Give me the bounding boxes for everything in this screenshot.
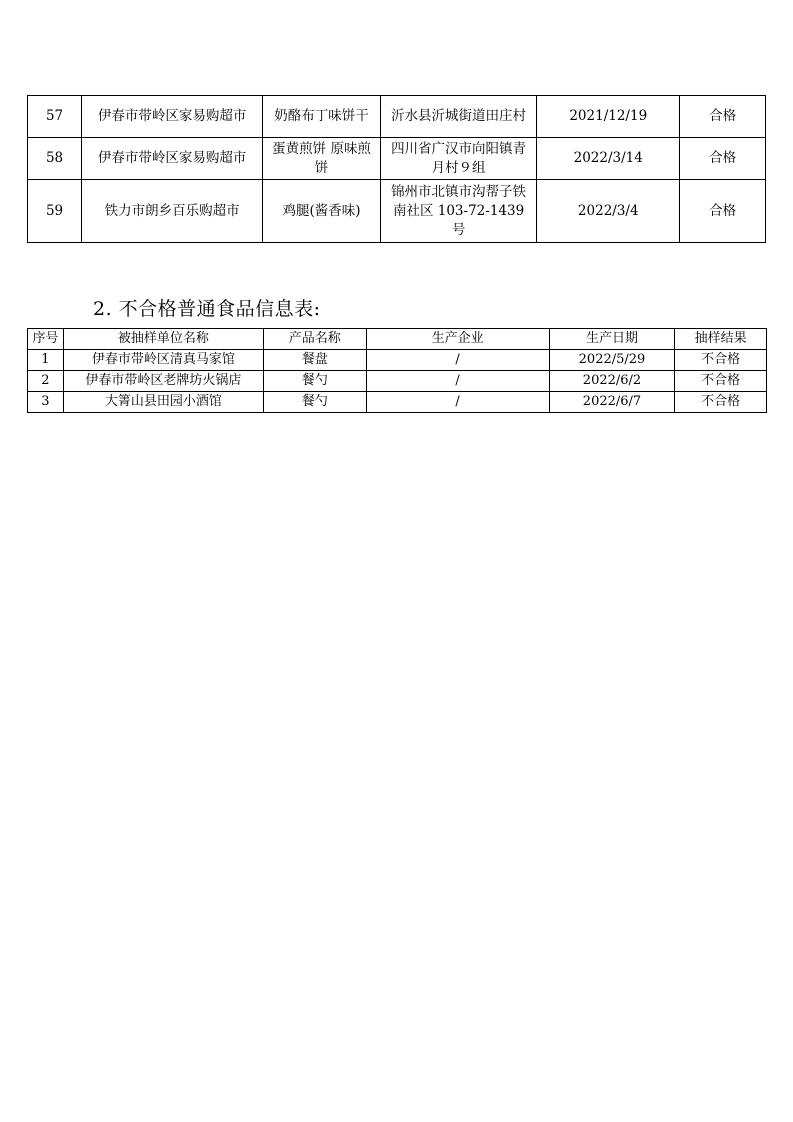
sampling-result: 不合格: [675, 392, 767, 413]
table-row: [28, 138, 766, 180]
table-row: [28, 371, 767, 392]
production-date: 2022/6/7: [549, 392, 675, 413]
manufacturer: /: [366, 392, 549, 413]
table-header-row: [28, 329, 767, 350]
qualified-food-table-continued: [27, 95, 766, 243]
section-heading: 2. 不合格普通食品信息表:: [93, 298, 321, 320]
table-row: [28, 96, 766, 138]
sampling-result: 不合格: [675, 350, 767, 371]
manufacturer: /: [366, 350, 549, 371]
production-date: 2022/3/4: [537, 180, 680, 243]
sampling-result: 合格: [680, 138, 766, 180]
column-header: 被抽样单位名称: [63, 329, 263, 350]
product-name: 奶酪布丁味饼干: [263, 96, 381, 138]
sampled-unit: 伊春市带岭区老牌坊火锅店: [63, 371, 263, 392]
production-date: 2022/6/2: [549, 371, 675, 392]
table-row: [28, 180, 766, 243]
row-number: 57: [28, 96, 82, 138]
sampling-result: 合格: [680, 180, 766, 243]
column-header: 生产日期: [549, 329, 675, 350]
table-row: [28, 392, 767, 413]
row-number: 1: [28, 350, 64, 371]
column-header: 生产企业: [366, 329, 549, 350]
sampled-unit: 大箐山县田园小酒馆: [63, 392, 263, 413]
unqualified-food-table: [27, 328, 767, 413]
manufacturer: /: [366, 371, 549, 392]
manufacturer: 沂水县沂城街道田庄村: [380, 96, 536, 138]
product-name: 餐勺: [263, 392, 366, 413]
sampling-result: 合格: [680, 96, 766, 138]
production-date: 2022/3/14: [537, 138, 680, 180]
product-name: 蛋黄煎饼 原味煎饼: [263, 138, 381, 180]
row-number: 2: [28, 371, 64, 392]
row-number: 58: [28, 138, 82, 180]
sampling-result: 不合格: [675, 371, 767, 392]
production-date: 2021/12/19: [537, 96, 680, 138]
table-row: [28, 350, 767, 371]
sampled-unit: 伊春市带岭区家易购超市: [82, 138, 263, 180]
column-header: 序号: [28, 329, 64, 350]
manufacturer: 锦州市北镇市沟帮子铁南社区 103-72-1439 号: [380, 180, 536, 243]
sampled-unit: 伊春市带岭区家易购超市: [82, 96, 263, 138]
product-name: 鸡腿(酱香味): [263, 180, 381, 243]
product-name: 餐盘: [263, 350, 366, 371]
row-number: 59: [28, 180, 82, 243]
manufacturer: 四川省广汉市向阳镇青月村９组: [380, 138, 536, 180]
sampled-unit: 铁力市朗乡百乐购超市: [82, 180, 263, 243]
sampled-unit: 伊春市带岭区清真马家馆: [63, 350, 263, 371]
column-header: 抽样结果: [675, 329, 767, 350]
production-date: 2022/5/29: [549, 350, 675, 371]
column-header: 产品名称: [263, 329, 366, 350]
row-number: 3: [28, 392, 64, 413]
product-name: 餐勺: [263, 371, 366, 392]
